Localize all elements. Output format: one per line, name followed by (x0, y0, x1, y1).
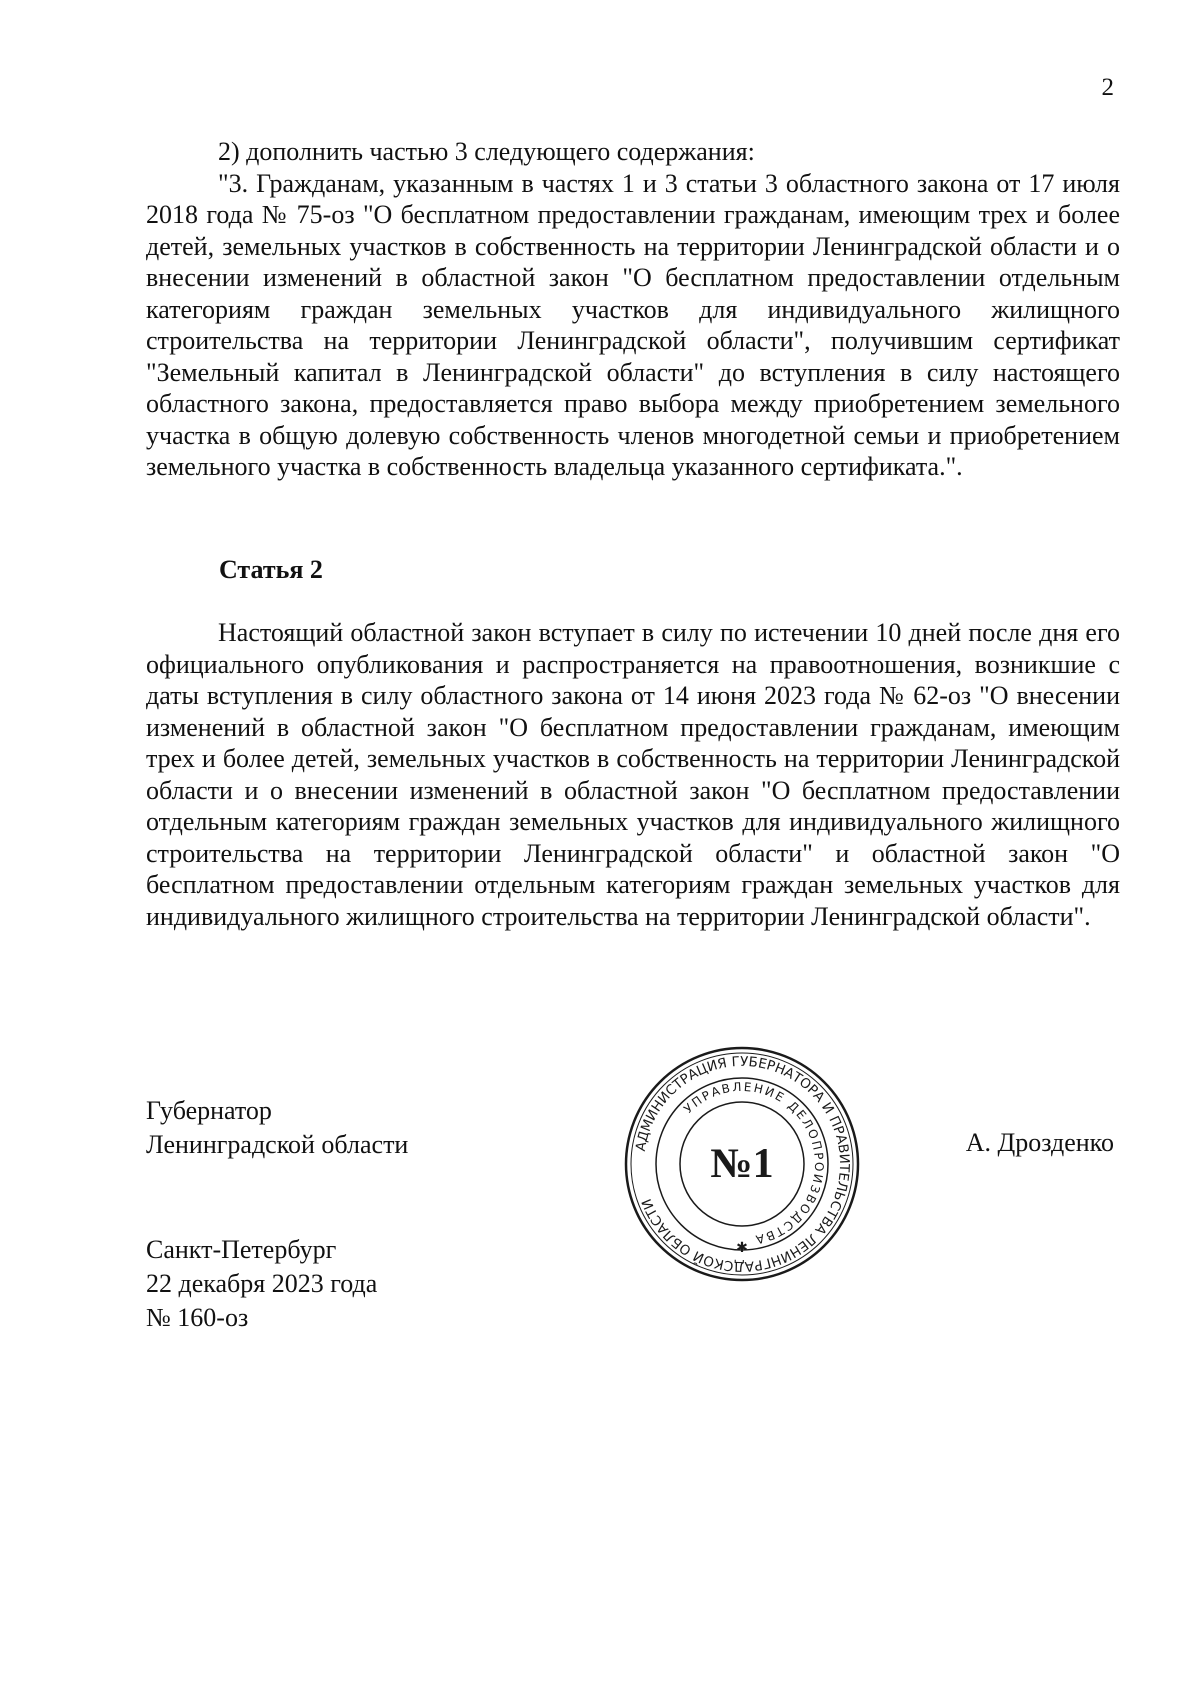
seal-stamp-graphic (622, 1044, 862, 1284)
signing-date: 22 декабря 2023 года (146, 1269, 378, 1298)
article-2-heading: Статья 2 (219, 555, 323, 584)
law-number: № 160-оз (146, 1303, 249, 1332)
seal-center-number: №1 (710, 1141, 774, 1187)
signer-title-line-2: Ленинградской области (146, 1130, 409, 1159)
signer-name: А. Дрозденко (965, 1128, 1114, 1157)
seal-star-icon: ✱ (736, 1240, 748, 1256)
amendment-section (146, 136, 1120, 483)
place-date-block (146, 1233, 377, 1335)
amendment-text: "3. Гражданам, указанным в частях 1 и 3 статьи 3 областного закона от 17 июля 2018 года № 75-оз "О бесплатном предоставлении гражданам, имеющим трех и более детей, земельных участков в собственность на территории Ленинградской области и о внесении изменений в областной закон "О бесплатном предоставлении отдельным категориям граждан земельных участков для индивидуального жилищного строительства на территории Ленинградской области", получившим сертификат "Земельный капитал в Ленинградской области" до вступления в силу настоящего областного закона, предоставляется право выбора между приобретением земельного участка в общую долевую собственность членов многодетной семьи и приобретением земельного участка в собственность владельца указанного сертификата.". (146, 168, 1120, 481)
official-seal (622, 1044, 862, 1284)
signer-title-line-1: Губернатор (146, 1096, 272, 1125)
page-number: 2 (1101, 74, 1114, 101)
amendment-item-intro: 2) дополнить частью 3 следующего содержания: (218, 137, 755, 166)
article-2-text: Настоящий областной закон вступает в силу по истечении 10 дней после дня его официального опубликования и распространяется на правоотношения, возникшие с даты вступления в силу областного закона от 14 июня 2023 года № 62-оз "О внесении изменений в областной закон "О бесплатном предоставлении гражданам, имеющим трех и более детей, земельных участков в собственность на территории Ленинградской области и о внесении изменений в областной закон "О бесплатном предоставлении отдельным категориям граждан земельных участков для индивидуального жилищного строительства на территории Ленинградской области" и областной закон "О бесплатном предоставлении отдельным категориям граждан земельных участков для индивидуального жилищного строительства на территории Ленинградской области". (146, 618, 1120, 931)
article-2-section (146, 617, 1120, 932)
signer-title (146, 1094, 408, 1162)
signing-city: Санкт-Петербург (146, 1235, 337, 1264)
seal-outer-ring-text: АДМИНИСТРАЦИЯ ГУБЕРНАТОРА И ПРАВИТЕЛЬСТВА ЛЕНИНГРАДСКОЙ ОБЛАСТИ (632, 1053, 853, 1275)
seal-inner-ring-text: УПРАВЛЕНИЕ ДЕЛОПРОИЗВОДСТВА (681, 1079, 827, 1248)
